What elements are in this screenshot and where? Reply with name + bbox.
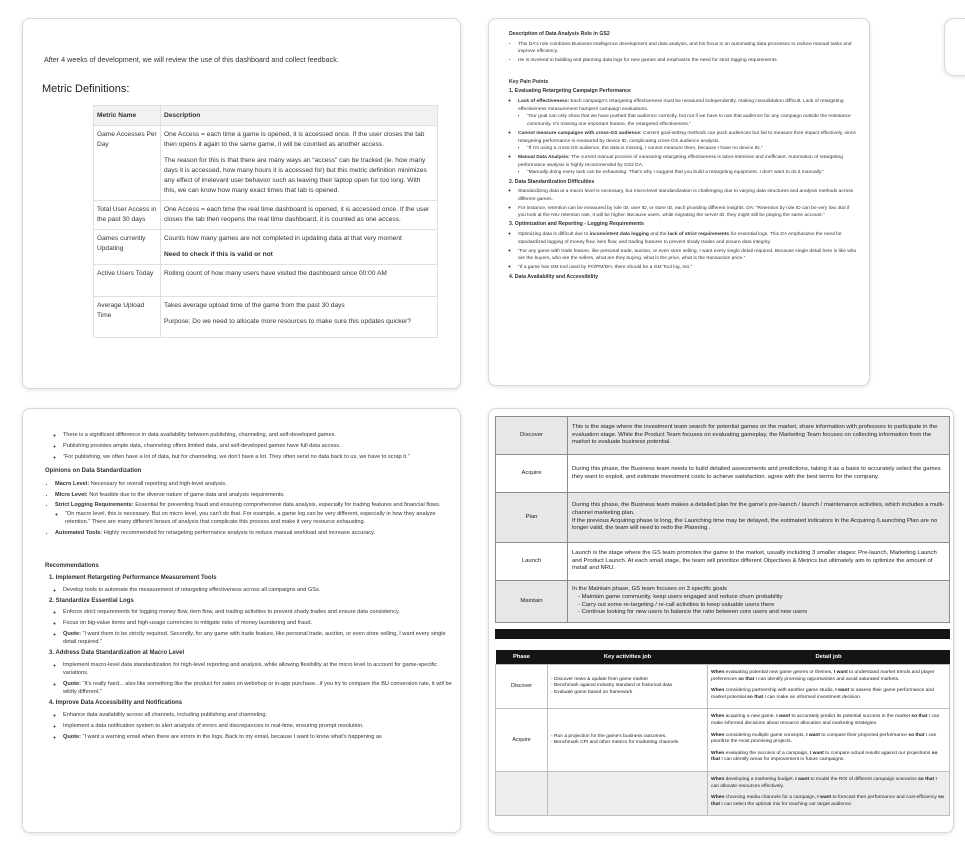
list-item: ◦ Focus on big-value items and high-usage currencies to mitigate risks of money laundering and fraud. [63, 619, 455, 627]
table-row [94, 230, 438, 265]
table-row [496, 455, 950, 493]
header-detail-job: Detail job [708, 650, 950, 665]
list-item: • He is involved in building and planning data logs for new games and emphasize the need for strict logging requirements. [518, 57, 857, 65]
job-phase: Acquire [496, 709, 548, 772]
recommendation-title: 1. Implement Retargeting Performance Measurement Tools [49, 575, 217, 582]
divider-bar [495, 629, 950, 639]
activity-line: - Discover news & update from game market [551, 676, 648, 682]
metric-name: Game Accesses Per Day [94, 126, 161, 201]
recommendation-title: 3. Address Data Standardization at Macro Level [49, 650, 185, 657]
phase-description: Launch is the stage where the GS team promotes the game to the market, usually including 3 smaller stages: Pre-launch, Marketing Launch and Product Launch. At each small stage, the team will prioritize different Objectives & Metrics but ultimately aim to optimize the amount of Install and NRU. [568, 543, 950, 581]
metric-table-header [94, 106, 438, 126]
description-paragraph: One Access = each time the real time dashboard is opened, it is accessed once. If the user closes the tab then reopens the real time dashboard, it is counted as one access. [164, 206, 430, 223]
metric-description [161, 126, 438, 201]
description-paragraph: The reason for this is that there are many ways an “access” can be tracked (ie. how many days it is accessed, how many hours it is accessed for) but this metric definition minimizes any effect of irrelevant user behavior such as leaving their laptop open for too long. With this, we can know how many exact times that tab is opened. [164, 157, 427, 194]
role-title: Description of Data Analysis Role in GS2 [509, 31, 610, 37]
header-phase: Phase [496, 650, 548, 665]
pain-point-3-list [509, 231, 857, 272]
metric-definitions-heading: Metric Definitions: [42, 83, 130, 95]
phases-card [488, 408, 954, 833]
list-item: • Automated Tools: Highly recommended for retargeting performance analysis to reduce manual workload and increase accuracy. [55, 529, 455, 537]
phase-bullet: - Carry out some re-targeting / re-call activities to keep valuable users there [578, 601, 775, 608]
table-row [496, 543, 950, 581]
job-story: When developing a marketing budget, I want to model the ROI of different campaign scenarios so that I can allocate resources effectively. [711, 776, 937, 789]
quote-item: ▪ “Our goal can only show that we have pushed that audience correctly, but not if we have to use that audience for any campaign outside the resistance community. It's missing one important feature, the retargeted effectiveness.” [527, 113, 857, 128]
phase-description: This is the stage where the investment team search for potential games on the market, share information with professors to participate in the evaluation stage. While the Product Team focuses on evaluating gameplay, the Marketing Team focuses on collecting information from the market to evaluate business potential. [568, 417, 950, 455]
list-item: ◦ Optimizing data is difficult due to inconsistent data logging and the lack of strict requirements for essential logs. This DA emphasizes the need for standardized logging of money flow, item flow, and trading features to prevent shady trades and ensure data integrity. [518, 231, 857, 246]
pain-point-1-list [509, 98, 857, 177]
pain-point-4-title: 4. Data Availability and Accessibility [509, 273, 599, 280]
list-item: ◦ Publishing provides ample data, channeling offers limited data, and self-developed games have full data access. [63, 442, 455, 450]
list-item: ◦ Develop tools to automate the measurement of retargeting effectiveness across all campaigns and GSs. [63, 586, 455, 594]
phase-line: In the Maintain phase, GS team focuses on 3 specific goals [572, 586, 727, 593]
list-item: ◦ Standardizing data at a macro level is necessary, but micro-level standardization is challenging due to varying data structures and analysis methods across different games. [518, 188, 857, 203]
role-document [509, 31, 857, 283]
activity-line: - Benchmark CPI and other metrics for marketing channels [551, 740, 679, 746]
phase-line: During this phase, the Business team makes a detailed plan for the game's pre-launch / launch / maintenance activities, which includes a multi-channel marketing plan. [572, 502, 945, 516]
phase-table [495, 416, 950, 623]
recommendations-card [22, 408, 461, 833]
list-item: • Macro Level: Necessary for overall reporting and high-level analysis. [55, 480, 455, 488]
table-row [94, 297, 438, 338]
pain-point-1-title: 1. Evaluating Retargeting Campaign Performance [509, 88, 631, 95]
phase-description [568, 581, 950, 623]
phase-name: Acquire [496, 455, 568, 493]
list-item: ◦ Enforce strict requirements for logging money flow, item flow, and trading activities to prevent shady trades and ensure data consistency. [63, 608, 455, 616]
intro-text: After 4 weeks of development, we will review the use of this dashboard and collect feedback. [44, 55, 339, 64]
list-item: ◦ Quote: “It's really hard... also like something like the product for sales on webshop or in-app purchase...if you try to compare the BU conversion rate, it will be wildly different.” [63, 680, 455, 697]
phase-description: During this phase, the Business team needs to build detailed assessments and predictions, taking it as a basis to accurately select the games they want to exploit, and estimate investment costs to achieve satisfaction. agree with the best terms for the company. [568, 455, 950, 493]
description-paragraph: One Access = each time a game is opened, it is accessed once. If the user closes the tab then opens it again to the same game, it will be counted as another access. [164, 131, 425, 148]
description-note: Need to check if this is valid or not [164, 251, 273, 258]
offscreen-card-edge [944, 18, 965, 76]
phase-line: If the previous Acquiring phase is long, the Launching time may be delayed, the estimated indicators in the Acquiring /Launching Plan are no longer valid, the team will need to redo the Planning . [572, 517, 938, 532]
recommendation-3 [45, 649, 455, 697]
description-paragraph: Purpose: Do we need to allocate more resources to make sure this updates quicker? [164, 318, 412, 325]
table-row [94, 201, 438, 230]
scroll-fade [23, 822, 460, 832]
job-story: When acquiring a new game, I want to accurately predict its potential success in the market so that I can make informed decisions about resource allocation and marketing strategies. [711, 714, 940, 726]
phase-name: Discover [496, 417, 568, 455]
metric-name: Total User Access in the past 30 days [94, 201, 161, 230]
phase-name: Maintain [496, 581, 568, 623]
scroll-fade [489, 375, 869, 385]
recommendation-1 [45, 574, 455, 594]
pain-points-title: Key Pain Points [509, 78, 549, 85]
list-item: ◦ “For publishing, we often have a lot of data, but for channeling, we don't have a lot. They often send no data back to us, we have to scrap it.” [63, 453, 455, 461]
recommendation-title: 4. Improve Data Accessibility and Notifications [49, 700, 183, 707]
phase-name: Plan [496, 493, 568, 543]
metric-description [161, 201, 438, 230]
list-item: ◦ “For any game with trade feature, like personal trade, auction, or even store selling, I want every single detail required. Because single detail here is like who are the buyers, who are the sellers, what are they buying, what is the price, what is the transaction price.” [518, 248, 857, 263]
table-row [496, 493, 950, 543]
header-description: Description [161, 106, 438, 126]
job-story: When considering multiple game concepts, I want to compare their projected performance so that I can prioritize the most promising projects. [711, 732, 937, 745]
list-item: ◦ Quote: “I want them to be strictly required. Secondly, for any game with trade feature, like personal trade, auction, or even store selling, I want every single detail required.” [63, 630, 455, 647]
description-paragraph: Rolling count of how many users have visited the dashboard since 00:00 AM [164, 270, 387, 277]
data-analysis-role-card [488, 18, 870, 386]
quote-item: ▪ “If I'm using a cross-GS audience, the data is missing, I cannot measure them, because I have no device ID.” [527, 145, 857, 153]
job-activities [548, 665, 708, 709]
table-row [496, 709, 950, 772]
job-activities [548, 771, 708, 815]
activity-line: - Evaluate game based on framework [551, 689, 633, 695]
job-phase: Discover [496, 665, 548, 709]
metric-name: Games currently Updating [94, 230, 161, 265]
metric-name: Average Upload Time [94, 297, 161, 338]
table-row [496, 771, 950, 815]
job-story: When evaluating the success of a campaign, I want to compare actual results against our projections so that I can identify areas for improvement in future campaigns. [711, 750, 938, 763]
table-row [94, 265, 438, 297]
list-item: ◦ Enhance data availability across all channels, including publishing and channeling. [63, 711, 455, 719]
pain-point-2-title: 2. Data Standardization Difficulties [509, 178, 595, 185]
job-details [708, 665, 950, 709]
list-item: ◦ For instance, retention can be measured by role ID, user ID, or store ID, each providing different insights. DA: “Retention by role ID can be very low. But if you look at the NIU retention rate, it will be higher. Because users, while migrating the server ID, they might still be playing the same account.” [518, 205, 857, 220]
job-story: When evaluating potential new game genres or themes, I want to understand market trends and player preferences so that I can identify promising opportunities and avoid saturated markets. [711, 670, 935, 682]
jobs-table-header [496, 650, 950, 665]
job-details [708, 709, 950, 772]
job-details [708, 771, 950, 815]
recommendation-2 [45, 597, 455, 647]
header-key-activities: Key activities job [548, 650, 708, 665]
header-metric-name: Metric Name [94, 106, 161, 126]
jobs-table [495, 650, 950, 816]
list-item: • Strict Logging Requirements: Essential for preventing fraud and ensuring comprehensive data analysis, especially for trading features and financial flows. ◦ “On macro level, this is necessary. But on micro level, you can't do that. For example, a game log can be very different, especially in how they analyze retention.” There are many different lenses of analysis that complicate this process and make it very resource exhausting. [55, 501, 455, 526]
list-item: ◦ Lack of effectiveness: Each campaign's retargeting effectiveness must be measured independently, making consolidation difficult. Lack of retargeting effectiveness measurement hampers campaign evaluations. ▪ “Our goal can only show that we have pushed that audience correctly, but not if we have to use that audience for any campaign outside the resistance community. It's missing one important feature, the retargeted effectiveness.” [518, 98, 857, 128]
metric-description [161, 230, 438, 265]
opinions-list [45, 480, 455, 538]
list-item: ◦ There is a significant difference in data availability between publishing, channeling, and self-developed games. [63, 431, 455, 439]
quote-item: ◦ “On macro level, this is necessary. But on micro level, you can't do that. For example, a game log can be very different, especially in how they analyze retention.” There are many different lenses of analysis that complicate this process and make it very resource exhausting. [65, 510, 455, 527]
list-item: • Micro Level: Not feasible due to the diverse nature of game data and analysis requirements. [55, 491, 455, 499]
role-list [509, 41, 857, 65]
opinions-title: Opinions on Data Standardization [45, 468, 142, 475]
recommendations-document [45, 431, 455, 743]
metric-definitions-card [22, 18, 461, 389]
description-paragraph: Takes average upload time of the game from the past 30 days [164, 302, 345, 309]
phase-bullet: - Continue looking for new users to balance the ratio between core users and new users [578, 609, 808, 616]
quote-item: ▪ “Manually doing every task can be exhausting. That's why I suggest that you build a retargeting equipment. I don't want to do it manually.” [527, 169, 857, 177]
job-story: When considering partnership with another game studio, I want to assess their game performance and market potential so that I can make an informed investment decision. [711, 688, 934, 700]
table-row [496, 417, 950, 455]
job-phase [496, 771, 548, 815]
metric-description [161, 297, 438, 338]
list-item: • This DA's role combines Business Intelligence development and data analysis, and his focus is on automating data processes to reduce manual tasks and improve efficiency. [518, 41, 857, 56]
phase-description [568, 493, 950, 543]
recommendations-title: Recommendations [45, 563, 99, 570]
list-item: ◦ “If a game has GM tool used by PO/PM/DH, there should be a GM Tool log, too.” [518, 264, 857, 272]
metric-description [161, 265, 438, 297]
list-item: ◦ Quote: “I want a warning email when there are errors in the logs. Back to my email, because I want to know what's happening as [63, 733, 455, 741]
phase-name: Launch [496, 543, 568, 581]
list-item: ◦ Implement macro-level data standardization for high-level reporting and analysis, while allowing flexibility at the micro level to account for game-specific variations. [63, 661, 455, 678]
metric-name: Active Users Today [94, 265, 161, 297]
list-item: ◦ Cannot measure campaigns with cross-GS audience: Current goal-setting methods can push audiences but fail to measure their impact effectively, since retargeting performance is measured by device ID, complicating cross-GS audience analysis. ▪ “If I'm using a cross-GS audience, the data is missing, I cannot measure them, because I have no device ID.” [518, 130, 857, 153]
table-row [94, 126, 438, 201]
job-activities [548, 709, 708, 772]
table-row [496, 581, 950, 623]
pain-point-2-list [509, 188, 857, 220]
activity-line: - Benchmark against industry standard or historical data [551, 683, 672, 689]
recommendation-4 [45, 699, 455, 741]
table-row [496, 665, 950, 709]
availability-list [45, 431, 455, 461]
metric-table [93, 105, 438, 338]
phase-bullet: - Maintain game community, keep users engaged and reduce churn probability [578, 593, 783, 600]
list-item: ◦ Manual Data Analysis: The current manual process of measuring retargeting effectiveness is labor-intensive and inefficient. Automation of retargeting performance analysis is highly recommended by GS2 DA. ▪ “Manually doing every task can be exhausting. That's why I suggest that you build a retargeting equipment. I don't want to do it manually.” [518, 154, 857, 177]
job-story: When choosing media channels for a campaign, I want to forecast their performance and cost-efficiency so that I can select the optimal mix for reaching our target audience. [711, 795, 944, 807]
description-paragraph: Counts how many games are not completed in updating data at that very moment [164, 235, 402, 242]
activity-line: - Run a projection for the game's business outcomes. [551, 733, 667, 739]
pain-point-3-title: 3. Optimization and Reporting - Logging Requirements [509, 221, 644, 228]
recommendation-title: 2. Standardize Essential Logs [49, 597, 134, 604]
list-item: ◦ Implement a data notification system to alert analysts of errors and discrepancies in real-time, ensuring prompt resolution. [63, 722, 455, 730]
